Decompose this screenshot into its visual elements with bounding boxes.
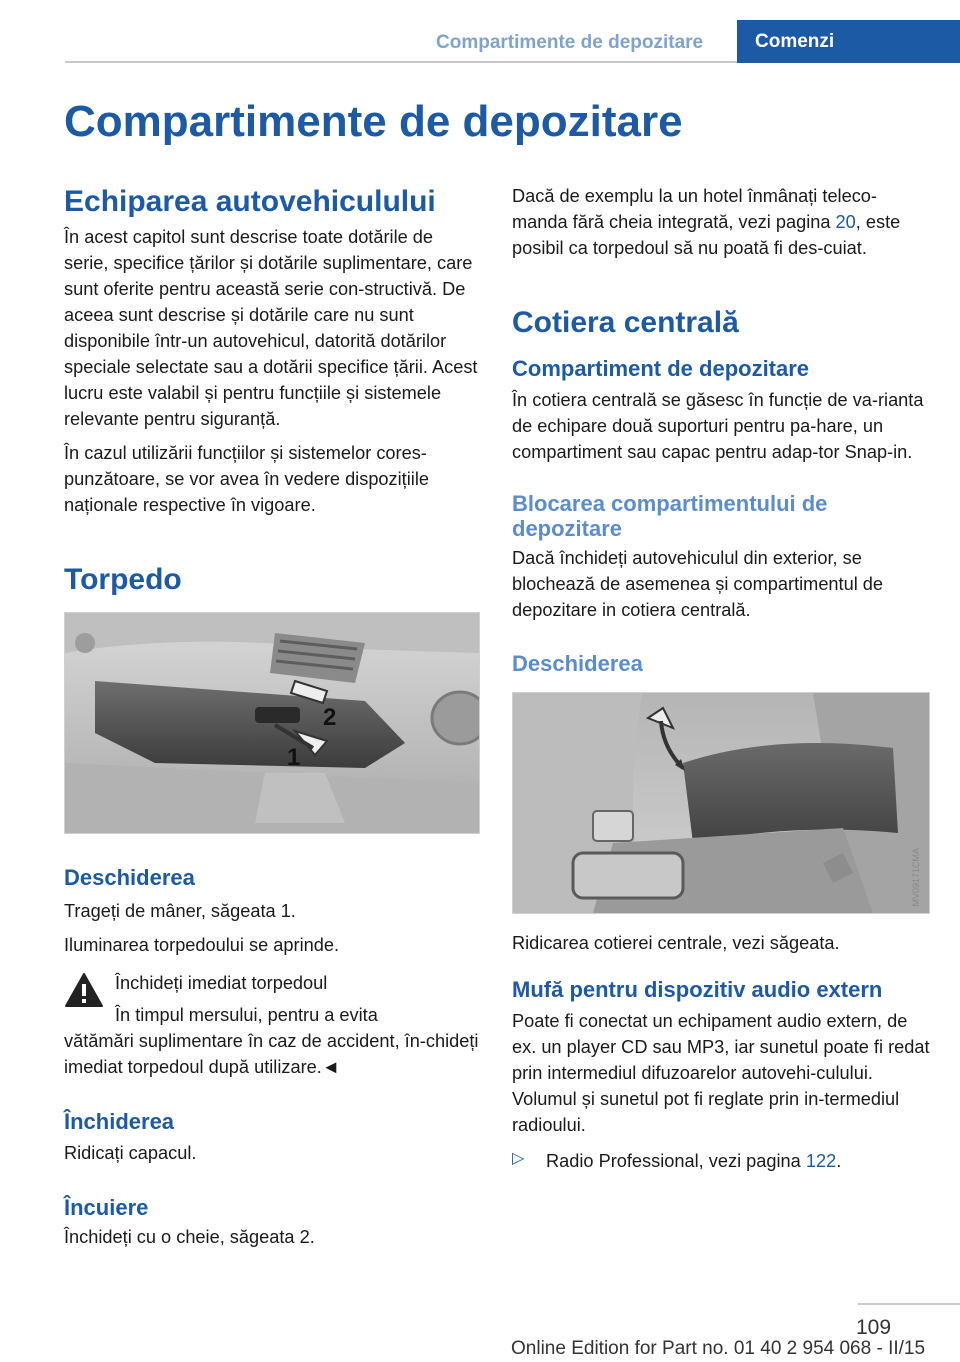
heading-cotiera: Cotiera centrală: [512, 306, 739, 339]
heading-mufa: Mufă pentru dispozitiv audio extern: [512, 977, 883, 1002]
bullet-triangle-icon: ▷: [512, 1150, 525, 1167]
heading-deschiderea-torpedo: Deschiderea: [64, 865, 195, 890]
list-item-radio: [512, 1148, 930, 1174]
header-tab: Comenzi: [737, 20, 960, 63]
paragraph-cotiera: În cotiera centrală se găsesc în funcție de va-rianta de echipare două suporturi pentru pa-hare, un compartiment sau capac pentru adap-tor Snap-in.: [512, 390, 924, 462]
image-code: MV09171CMA: [911, 848, 921, 907]
heading-deschiderea-cotiera: Deschiderea: [512, 651, 643, 676]
page-link-122[interactable]: 122: [805, 1151, 837, 1171]
paragraph-intro: În acest capitol sunt descrise toate dotările de serie, specifice țărilor și dotările suplimentare, care sunt oferite pentru această serie con-structivă. De aceea sunt descrise și dotările care nu sunt disponibile într-un autovehicul, datorită dotărilor speciale selectate sau a dotării specifice țării. Acest lucru este valabil și pentru funcțiile și sistemele relevante pentru siguranță.: [64, 227, 478, 429]
warning-text: vătămări suplimentare în caz de accident, în-chideți imediat torpedoul după utilizare.◄: [64, 1031, 479, 1077]
paragraph-national: În cazul utilizării funcțiilor și sistemelor cores-punzătoare, se vor avea în vedere dispozițiile naționale respective în vigoare.: [64, 443, 429, 515]
paragraph-inchideti: Închideți cu o cheie, săgeata 2.: [64, 1227, 315, 1247]
heading-compartiment: Compartiment de depozitare: [512, 356, 810, 381]
right-column: [512, 183, 930, 1174]
footer-line: [858, 1303, 960, 1305]
heading-blocarea: Blocarea compartimentului de depozitare: [512, 491, 828, 541]
warning-block: [64, 970, 482, 1028]
arrow-2-label: 2: [323, 704, 337, 731]
paragraph-blocarea: Dacă închideți autovehiculul din exterior, se blochează de asemenea și compartimentul de depozitare in cotiera centrală.: [512, 548, 884, 620]
paragraph-hotel: Dacă de exemplu la un hotel înmânați teleco-manda fără cheia integrată, vezi pagina 20, este posibil ca torpedoul să nu poată fi des-cuiat.: [512, 186, 901, 258]
left-column: [64, 182, 482, 1250]
warning-icon: [64, 972, 104, 1008]
header-section: Compartimente de depozitare: [436, 32, 704, 53]
arrow-1-label: 1: [287, 744, 301, 771]
armrest-image: [512, 692, 930, 914]
heading-torpedo: Torpedo: [64, 563, 182, 596]
paragraph-ridicati: Ridicați capacul.: [64, 1143, 197, 1163]
page-link-20[interactable]: 20: [835, 212, 856, 232]
heading-incuiere: Încuiere: [64, 1195, 149, 1220]
page-number: 109: [856, 1316, 892, 1339]
paragraph-trageti: Trageți de mâner, săgeata 1.: [64, 901, 296, 921]
warning-line: În timpul mersului, pentru a evita: [115, 1005, 378, 1025]
footer-edition: Online Edition for Part no. 01 40 2 954 068 - II/15: [511, 1338, 926, 1359]
bullet-text: Radio Professional, vezi pagina 122.: [546, 1151, 842, 1171]
heading-echipare: Echiparea autovehiculului: [64, 185, 436, 218]
paragraph-mufa: Poate fi conectat un echipament audio extern, de ex. un player CD sau MP3, iar sunetul poate fi redat prin intermediul difuzoarelor autovehi-culului. Volumul și sunetul pot fi reglate prin in-termediul radioului.: [512, 1011, 930, 1135]
glovebox-image: [64, 612, 480, 834]
heading-inchiderea: Închiderea: [64, 1109, 175, 1134]
paragraph-iluminare: Iluminarea torpedoului se aprinde.: [64, 935, 340, 955]
warning-title: Închideți imediat torpedoul: [115, 973, 328, 993]
page-title: Compartimente de depozitare: [64, 97, 683, 146]
paragraph-ridicarea: Ridicarea cotierei centrale, vezi săgeata.: [512, 933, 840, 953]
